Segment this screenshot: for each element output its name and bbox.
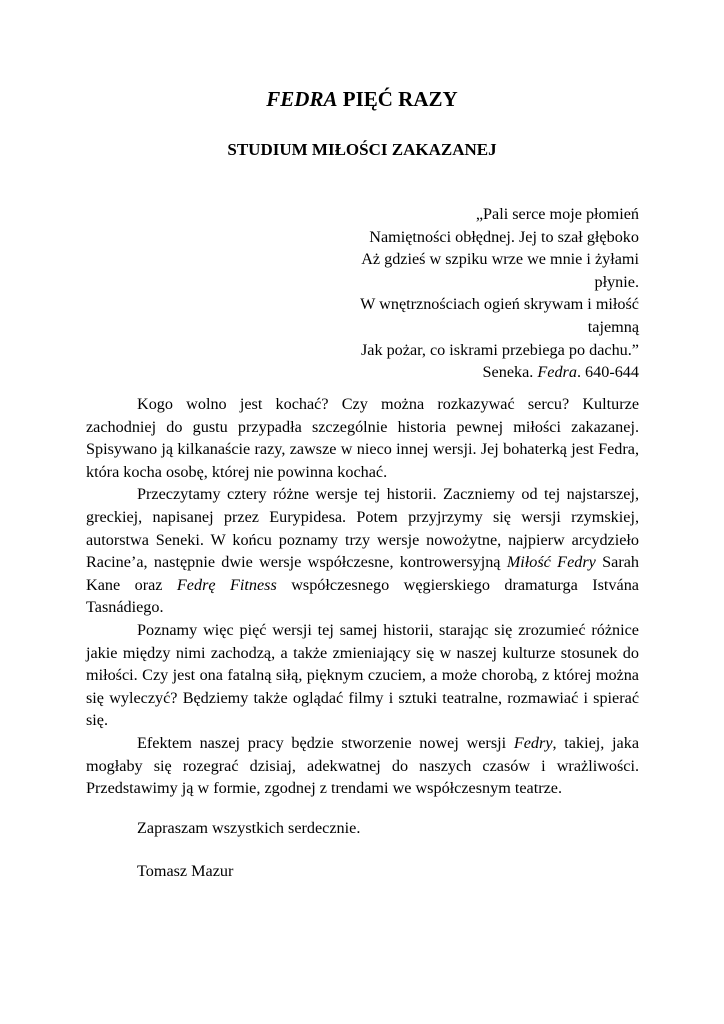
title-rest: PIĘĆ RAZY (337, 87, 458, 111)
closing-line: Zapraszam wszystkich serdecznie. (137, 819, 361, 837)
motto-line: Jak pożar, co iskrami przebiega po dachu.” (360, 340, 639, 359)
motto-source-title: Fedra (537, 363, 577, 382)
work-title-fedra-fitness: Fedrę Fitness (176, 575, 277, 594)
motto-line: płynie. (594, 272, 639, 291)
paragraph-2 (86, 483, 639, 619)
work-title-milosc-fedry: Miłość Fedry (506, 553, 596, 572)
paragraph-2-text-c: współczesnego węgierskiego dramaturga Istvána Tasnádiego. (86, 575, 639, 617)
work-title-fedry: Fedry (513, 733, 553, 752)
author-signature: Tomasz Mazur (137, 862, 234, 880)
motto-source-lines: . 640-644 (576, 363, 639, 382)
motto-source-author: Seneka. (482, 363, 538, 382)
motto-line: „Pali serce moje płomień (475, 205, 639, 223)
paragraph-3: Poznamy więc pięć wersji tej samej historii, starając się zrozumieć różnice jakie między nimi zachodzą, a także zmieniający się w naszej kulturze stosunek do miłości. Czy jest ona fatalną siłą, pięknym czuciem, a może chorobą, z której można się wyleczyć? Będziemy także oglądać filmy i sztuki teatralne, rozmawiać i spierać się. (86, 620, 639, 730)
motto-line: Aż gdzieś w szpiku wrze we mnie i żyłami (361, 250, 639, 269)
paragraph-4-text-a: Efektem naszej pracy będzie stworzenie nowej wersji (137, 733, 514, 752)
paragraph-2-text-a: Przeczytamy cztery różne wersje tej historii. Zaczniemy od tej najstarszej, greckiej, napisanej przez Eurypidesa. Potem przyjrzymy się wersji rzymskiej, autorstwa Seneki. W końcu poznamy trzy wersje nowożytne, najpierw arcydzieło Racine’a, następnie dwie wersje współczesne, kontrowersyjną (86, 485, 639, 572)
motto-line: Namiętności obłędnej. Jej to szał głęboko (369, 227, 639, 246)
page-title (0, 86, 724, 112)
motto-source (300, 361, 639, 384)
motto-quote (300, 203, 639, 384)
paragraph-4-text-b: , takiej, jaka mogłaby się rozegrać dzisiaj, adekwatnej do naszych czasów i wrażliwości. Przedstawimy ją w formie, zgodnej z trendami we współczesnym teatrze. (86, 733, 639, 798)
paragraph-1: Kogo wolno jest kochać? Czy można rozkazywać sercu? Kulturze zachodniej do gustu przypadła szczególnie historia pewnej miłości zakazanej. Spisywano ją kilkanaście razy, zawsze w nieco innej wersji. Jej bohaterką jest Fedra, która kocha osobę, której nie powinna kochać. (86, 395, 639, 481)
page-subtitle: STUDIUM MIŁOŚCI ZAKAZANEJ (227, 140, 497, 159)
paragraph-4 (86, 732, 639, 800)
body-text (86, 393, 639, 800)
motto-line: tajemną (587, 317, 639, 336)
motto-line: W wnętrznościach ogień skrywam i miłość (360, 295, 639, 314)
paragraph-2-text-b: Sarah Kane oraz (86, 553, 639, 594)
title-italic-part: FEDRA (266, 87, 338, 111)
